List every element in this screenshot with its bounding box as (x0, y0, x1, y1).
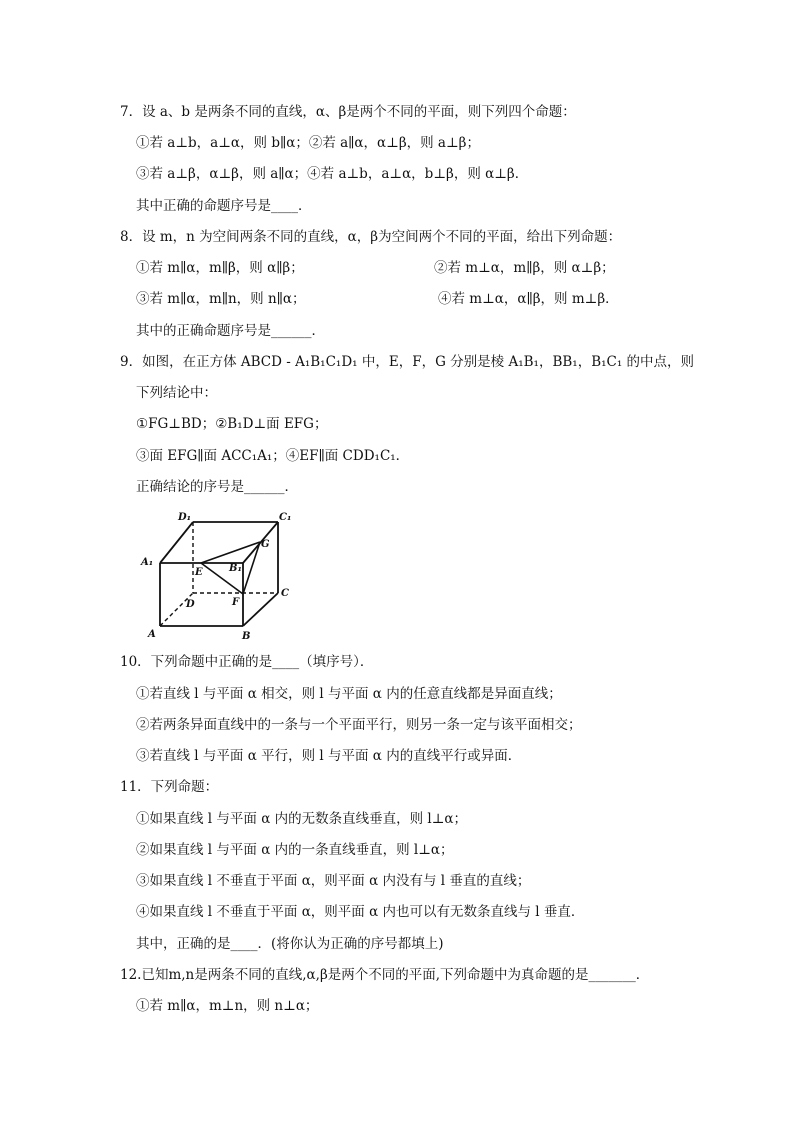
label-e: E (195, 567, 203, 578)
label-g: G (261, 539, 270, 550)
label-b1: B₁ (229, 563, 242, 574)
q11-ask: 其中，正确的是____．(将你认为正确的序号都填上) (136, 936, 444, 952)
label-d1: D₁ (178, 512, 192, 523)
q11-line-3: ③如果直线 l 不垂直于平面 α，则平面 α 内没有与 l 垂直的直线； (136, 873, 531, 889)
q11-line-2: ②如果直线 l 与平面 α 内的一条直线垂直，则 l⊥α； (136, 842, 454, 858)
q11-line-4: ④如果直线 l 不垂直于平面 α，则平面 α 内也可以有无数条直线与 l 垂直． (136, 904, 585, 920)
q9-ask: 正确结论的序号是______． (136, 479, 298, 495)
q9-line-2: ③面 EFG∥面 ACC₁A₁；④EF∥面 CDD₁C₁． (136, 448, 410, 464)
q10-stem: 10．下列命题中正确的是____（填序号）． (120, 654, 374, 670)
label-c: C (281, 588, 289, 599)
label-a1: A₁ (141, 557, 154, 568)
q8-option-2: ②若 m⊥α，m∥β，则 α⊥β； (434, 260, 615, 276)
label-f: F (232, 597, 240, 608)
q8-option-3: ③若 m∥α，m∥n，则 n∥α； (136, 291, 306, 307)
label-a: A (148, 629, 156, 640)
q10-line-1: ①若直线 l 与平面 α 相交，则 l 与平面 α 内的任意直线都是异面直线； (136, 686, 562, 702)
q9-line-1: ①FG⊥BD；②B₁D⊥面 EFG； (136, 416, 328, 432)
label-b: B (242, 631, 251, 642)
q12-stem: 12.已知m,n是两条不同的直线,α,β是两个不同的平面,下列命题中为真命题的是_______． (120, 967, 650, 983)
q10-line-2: ②若两条异面直线中的一条与一个平面平行，则另一条一定与该平面相交； (136, 717, 582, 733)
q8-stem: 8．设 m，n 为空间两条不同的直线，α，β为空间两个不同的平面，给出下列命题： (120, 229, 622, 245)
q11-stem: 11．下列命题： (120, 779, 219, 795)
q7-stem: 7．设 a、b 是两条不同的直线，α、β是两个不同的平面，则下列四个命题： (120, 104, 576, 120)
cube-figure (138, 506, 298, 646)
label-c1: C₁ (279, 512, 292, 523)
q8-option-1: ①若 m∥α，m∥β，则 α∥β； (136, 260, 304, 276)
q7-line-1: ①若 a⊥b，a⊥α，则 b∥α；②若 a∥α，α⊥β，则 a⊥β； (136, 135, 480, 151)
q8-ask: 其中的正确命题序号是______． (136, 323, 325, 339)
q11-line-1: ①如果直线 l 与平面 α 内的无数条直线垂直，则 l⊥α； (136, 811, 468, 827)
q8-option-4: ④若 m⊥α，α∥β，则 m⊥β． (438, 291, 619, 307)
label-d: D (186, 599, 195, 610)
q7-line-2: ③若 a⊥β，α⊥β，则 a∥α；④若 a⊥b，a⊥α，b⊥β，则 α⊥β． (136, 166, 529, 182)
q9-stem-2: 下列结论中： (136, 385, 217, 401)
q10-line-3: ③若直线 l 与平面 α 平行，则 l 与平面 α 内的直线平行或异面． (136, 748, 522, 764)
q7-ask: 其中正确的命题序号是____． (136, 198, 312, 214)
q9-stem: 9．如图，在正方体 ABCD - A₁B₁C₁D₁ 中，E，F，G 分别是棱 A₁B₁，BB₁，B₁C₁ 的中点，则 (120, 354, 695, 370)
q12-line-1: ①若 m∥α，m⊥n，则 n⊥α； (136, 998, 319, 1014)
